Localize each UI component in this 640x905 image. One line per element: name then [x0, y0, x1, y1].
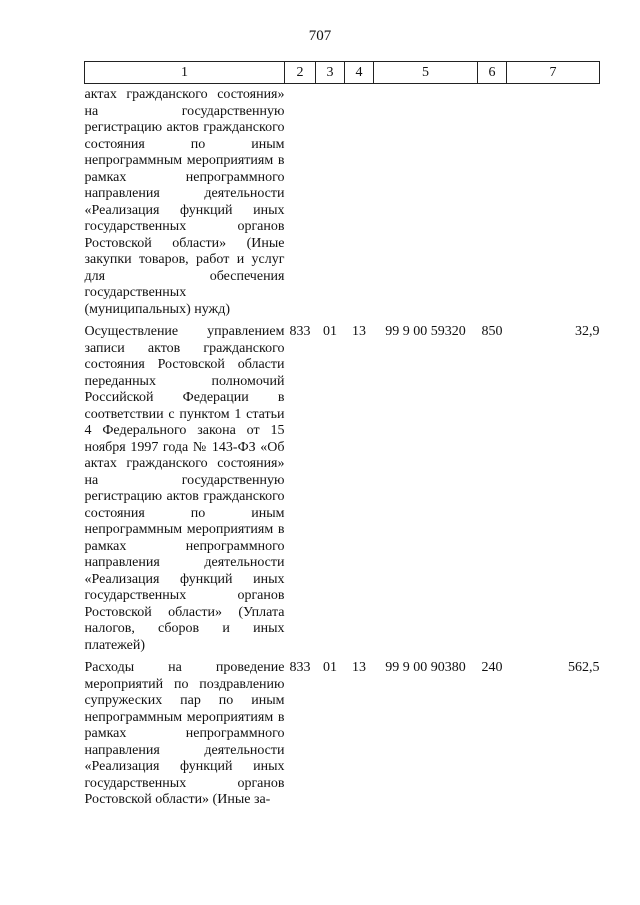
row-description: актах гражданского состояния» на государственную регистрацию актов гражданского состояния по иным непрограммным мероприятиям в рамках непрограммного направления деятельности «Реализация функций иных государственных органов Ростовской области» (Иные закупки товаров, работ и услуг для обеспечения государственных (муниципальных) нужд) — [84, 87, 285, 317]
column-header: 6 — [478, 62, 507, 84]
column-header: 3 — [316, 62, 345, 84]
row-section: 01 — [323, 660, 337, 675]
row-target: 99 9 00 59320 — [385, 324, 466, 339]
row-subsection — [345, 84, 374, 319]
page-number: 707 — [308, 28, 332, 44]
row-target: 99 9 00 90380 — [385, 660, 466, 675]
table-header-row — [85, 62, 600, 84]
column-header: 7 — [507, 62, 600, 84]
table-row — [85, 84, 600, 319]
column-header: 1 — [85, 62, 285, 84]
row-amount: 562,5 — [568, 660, 600, 675]
row-type: 240 — [481, 660, 503, 675]
row-amount — [507, 84, 600, 319]
table-row — [85, 654, 600, 809]
row-subsection: 13 — [352, 660, 366, 675]
column-header: 4 — [345, 62, 374, 84]
table-row — [85, 318, 600, 654]
row-target — [374, 84, 478, 319]
column-header: 5 — [374, 62, 478, 84]
column-header: 2 — [285, 62, 316, 84]
row-type — [478, 84, 507, 319]
row-ministry: 833 — [289, 660, 311, 675]
row-description: Осуществление управлением записи актов гражданского состояния Ростовской области переданных полномочий Российской Федерации в соответствии с пунктом 1 статьи 4 Федерального закона от 15 ноября 1997 года № 143-ФЗ «Об актах гражданского состояния» на государственную регистрацию актов гражданского состояния по иным непрограммным мероприятиям в рамках непрограммного направления деятельности «Реализация функций иных государственных органов Ростовской области» (Уплата налогов, сборов и иных платежей) — [84, 324, 285, 653]
row-amount: 32,9 — [575, 324, 600, 339]
row-section: 01 — [323, 324, 337, 339]
row-subsection: 13 — [352, 324, 366, 339]
row-ministry: 833 — [289, 324, 311, 339]
budget-table — [84, 61, 600, 809]
row-ministry — [285, 84, 316, 319]
row-description: Расходы на проведение мероприятий по поздравлению супружеских пар по иным непрограммным мероприятиям в рамках непрограммного направления деятельности «Реализация функций иных государственных органов Ростовской области» (Иные за- — [84, 660, 285, 807]
row-section — [316, 84, 345, 319]
row-type: 850 — [481, 324, 503, 339]
